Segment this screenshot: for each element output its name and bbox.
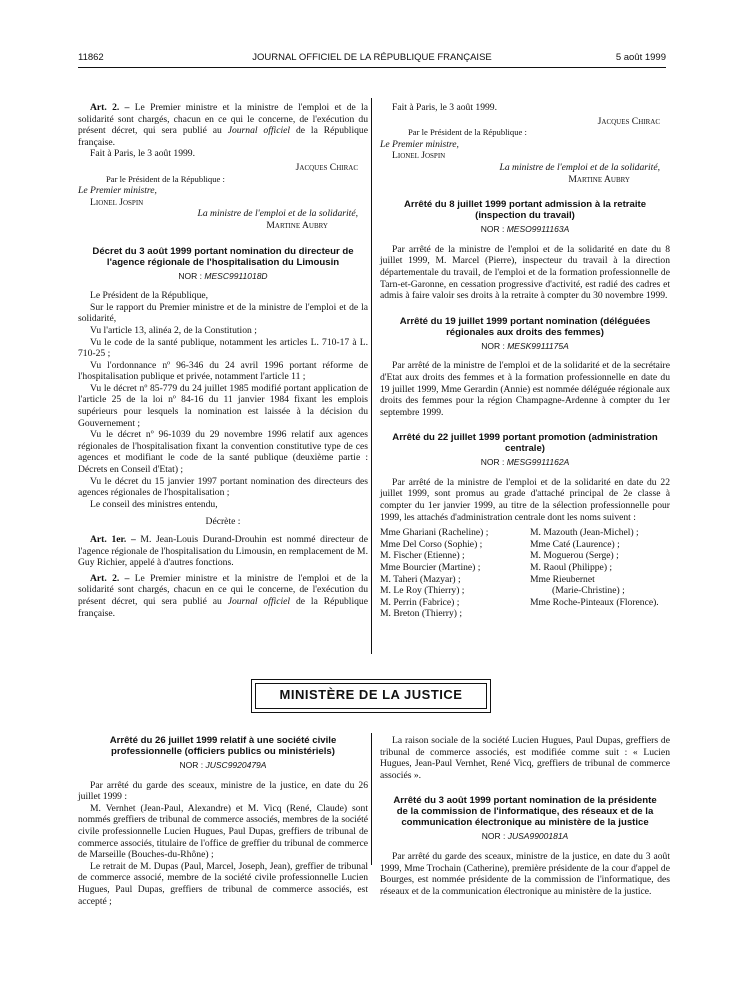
name-entry: Mme Del Corso (Sophie) ; — [380, 538, 483, 550]
name-entry: Mme Rieubernet — [530, 573, 595, 585]
name-entry: M. Raoul (Philippe) ; — [530, 562, 613, 574]
premier-ministre-name-right: Lionel Jospin — [392, 150, 446, 162]
article-2-prev: Art. 2. – Le Premier ministre et la ministre de l'emploi et de la solidarité sont chargés, chacun en ce qui le concerne, de l'exécution du présent décret, qui sera publié au Journal officiel de la République française. — [78, 102, 368, 148]
signature-president: Jacques Chirac — [295, 161, 358, 173]
decret-article-2: Art. 2. – Le Premier ministre et la ministre de l'emploi et de la solidarité sont chargés, chacun en ce qui le concerne, de l'exécution du présent décret, qui sera publié au Journal officiel de la République française. — [78, 572, 368, 619]
header-rule — [78, 67, 666, 68]
raison-sociale-text: La raison sociale de la société Lucien Hugues, Paul Dupas, greffiers de tribunal de commerce associés, est modifiée comme suit : « Lucien Hugues, Jean-Paul Vernhet, René Vicq, greffiers de tribunal de commerce associés ». — [380, 735, 670, 781]
name-entry: M. Moguerou (Serge) ; — [530, 550, 619, 562]
name-entry: M. Perrin (Fabrice) ; — [380, 596, 460, 608]
left-column-top — [78, 102, 368, 619]
decret-paragraph: Sur le rapport du Premier ministre et de la ministre de l'emploi et de la solidarité, — [78, 301, 368, 325]
name-entry: M. Taheri (Mazyar) ; — [380, 573, 461, 585]
arrete-commission-nor: NOR : JUSA9900181A — [481, 831, 569, 842]
arrete-scp-nor: NOR : JUSC9920479A — [179, 760, 267, 770]
right-column-bottom — [380, 735, 670, 897]
name-entry: M. Mazouth (Jean-Michel) ; — [530, 527, 639, 539]
journal-title: JOURNAL OFFICIEL DE LA RÉPUBLIQUE FRANÇAISE — [252, 52, 492, 63]
decret-paragraph: Vu le décret du 15 janvier 1997 portant nomination des directeurs des agences régionales de l'hospitalisation ; — [78, 475, 368, 499]
arrete-commission-text: Par arrêté du garde des sceaux, ministre de la justice, en date du 3 août 1999, Mme Trochain (Catherine), première présidente de la cour d'appel de Bourges, est nommée présidente de la commission de l'informatique, des réseaux et de la communication électronique au ministère de la justice. — [380, 850, 670, 897]
arrete-scp-paragraph: Par arrêté du garde des sceaux, ministre de la justice, en date du 26 juillet 1999 : — [78, 779, 368, 803]
column-divider-bottom — [371, 733, 372, 865]
decret-paragraph: Vu le décret nº 96-1039 du 29 novembre 1996 relatif aux agences régionales de l'hospitalisation fixant la convention constitutive type de ces agences et modifiant le code de la santé publique (deuxième partie : Décrets en Conseil d'Etat) ; — [78, 429, 368, 476]
decret-paragraph: Le Président de la République, — [90, 290, 209, 302]
decret-paragraph: Le conseil des ministres entendu, — [90, 498, 218, 510]
names-column-2 — [530, 527, 670, 620]
name-entry: Mme Ghariani (Racheline) ; — [380, 527, 489, 539]
decret-paragraph: Vu l'article 13, alinéa 2, de la Constitution ; — [90, 324, 257, 336]
fait-a-paris-right: Fait à Paris, le 3 août 1999. — [392, 102, 497, 113]
left-column-bottom — [78, 735, 368, 907]
par-le-president-right: Par le Président de la République : — [408, 127, 527, 138]
ministre-name-right: Martine Aubry — [568, 173, 630, 185]
name-entry: M. Fischer (Etienne) ; — [380, 550, 465, 562]
premier-ministre-name: Lionel Jospin — [90, 196, 144, 208]
arrete-scp-paragraph: Le retrait de M. Dupas (Paul, Marcel, Joseph, Jean), greffier de tribunal de commerce associé, membre de la société civile professionnelle Lucien Hugues, Paul Dupas, greffiers de tribunal de commerce associés, est accepté ; — [78, 860, 368, 907]
arrete-retraite-title: Arrêté du 8 juillet 1999 portant admission à la retraite (inspection du travail) — [403, 199, 647, 222]
fait-a-paris: Fait à Paris, le 3 août 1999. — [90, 148, 195, 160]
arrete-promotion-title: Arrêté du 22 juillet 1999 portant promotion (administration centrale) — [392, 432, 658, 455]
arrete-scp-title: Arrêté du 26 juillet 1999 relatif à une société civile professionnelle (officiers publics ou ministériels) — [109, 735, 337, 757]
decret-paragraph: Vu l'ordonnance nº 96-346 du 24 avril 1996 portant réforme de l'hospitalisation publique et privée, notamment l'article 11 ; — [78, 359, 368, 383]
arrete-scp-paragraph: M. Vernhet (Jean-Paul, Alexandre) et M. Vicq (René, Claude) sont nommés greffiers de tribunal de commerce associés, membres de la société civile professionnelle Lucien Hugues, Paul Dupas, greffiers de tribunal de commerce associés, titulaire de l'office de greffier du tribunal de commerce de Marseille (Bouches-du-Rhône) ; — [78, 802, 368, 861]
ministry-heading: MINISTÈRE DE LA JUSTICE — [255, 683, 487, 709]
decret-paragraph: Vu le décret nº 85-779 du 24 juillet 1985 modifié portant application de l'article 25 de la loi nº 84-16 du 11 janvier 1984 fixant les emplois supérieurs pour lesquels la nomination est laissée à la décision du Gouvernement ; — [78, 382, 368, 429]
names-column-1 — [380, 527, 530, 620]
name-entry: Mme Roche-Pinteaux (Florence). — [530, 596, 659, 608]
premier-ministre-label: Le Premier ministre, — [78, 185, 157, 197]
arrete-promotion-text: Par arrêté de la ministre de l'emploi et de la solidarité en date du 22 juillet 1999, sont promus au grade d'attaché principal de 2e classe à compter du 1er janvier 1999, au titre de la sélection professionnelle pour 1999, les attachés d'administration centrale dont les noms suivent : — [380, 476, 670, 523]
promoted-names — [380, 527, 670, 620]
name-entry: M. Le Roy (Thierry) ; — [380, 585, 465, 597]
decret-article-1: Art. 1er. – M. Jean-Louis Durand-Drouhin est nommé directeur de l'agence régionale de l'hospitalisation du Limousin, en remplacement de M. Guy Richier, appelé à d'autres fonctions. — [78, 534, 368, 569]
ministre-label: La ministre de l'emploi et de la solidarité, — [197, 208, 358, 220]
name-entry: M. Breton (Thierry) ; — [380, 608, 463, 620]
par-le-president: Par le Président de la République : — [106, 173, 225, 184]
signature-president-right: Jacques Chirac — [597, 115, 660, 127]
arrete-retraite-nor: NOR : MESO9911163A — [480, 224, 570, 235]
arrete-retraite-text: Par arrêté de la ministre de l'emploi et de la solidarité en date du 8 juillet 1999, M. Marcel (Pierre), inspecteur du travail à la direction départementale du travail, de l'emploi et de la formation professionnelle de Tarn-et-Garonne, en cessation progressive d'activité, est radié des cadres et admis à faire valoir ses droits à la retraite à compter du 30 novembre 1999. — [380, 243, 670, 302]
name-entry: (Marie-Christine) ; — [552, 585, 625, 597]
page-number: 11862 — [78, 52, 104, 63]
right-column-top — [380, 102, 670, 620]
decrete: Décrète : — [205, 516, 241, 528]
ministre-name: Martine Aubry — [266, 219, 328, 231]
premier-ministre-label-right: Le Premier ministre, — [380, 138, 459, 150]
column-divider-top — [371, 98, 372, 654]
page-header — [78, 52, 666, 66]
issue-date: 5 août 1999 — [615, 52, 666, 63]
name-entry: Mme Caté (Laurence) ; — [530, 538, 620, 550]
arrete-promotion-nor: NOR : MESG9911162A — [480, 457, 570, 468]
arrete-deleguees-text: Par arrêté de la ministre de l'emploi et de la solidarité et de la secrétaire d'Etat aux droits des femmes et à la formation professionnelle en date du 19 juillet 1999, Mme Gerardin (Annie) est nommée déléguée régionale aux droits des femmes pour la région Champagne-Ardenne à compter du 1er septembre 1999. — [380, 360, 670, 418]
arrete-deleguees-title: Arrêté du 19 juillet 1999 portant nomination (déléguées régionales aux droits des femmes) — [399, 315, 651, 338]
decret-title: Décret du 3 août 1999 portant nomination du directeur de l'agence régionale de l'hospitalisation du Limousin — [92, 245, 354, 268]
decret-paragraph: Vu le code de la santé publique, notamment les articles L. 710-17 à L. 710-25 ; — [78, 336, 368, 360]
arrete-commission-title: Arrêté du 3 août 1999 portant nomination de la présidente de la commission de l'informatique, des réseaux et de la communication électronique au ministère de la justice — [393, 795, 657, 829]
ministre-label-right: La ministre de l'emploi et de la solidarité, — [499, 161, 660, 173]
arrete-deleguees-nor: NOR : MESK9911175A — [481, 340, 569, 351]
decret-nor: NOR : MESC9911018D — [178, 270, 268, 281]
name-entry: Mme Bourcier (Martine) ; — [380, 562, 481, 574]
